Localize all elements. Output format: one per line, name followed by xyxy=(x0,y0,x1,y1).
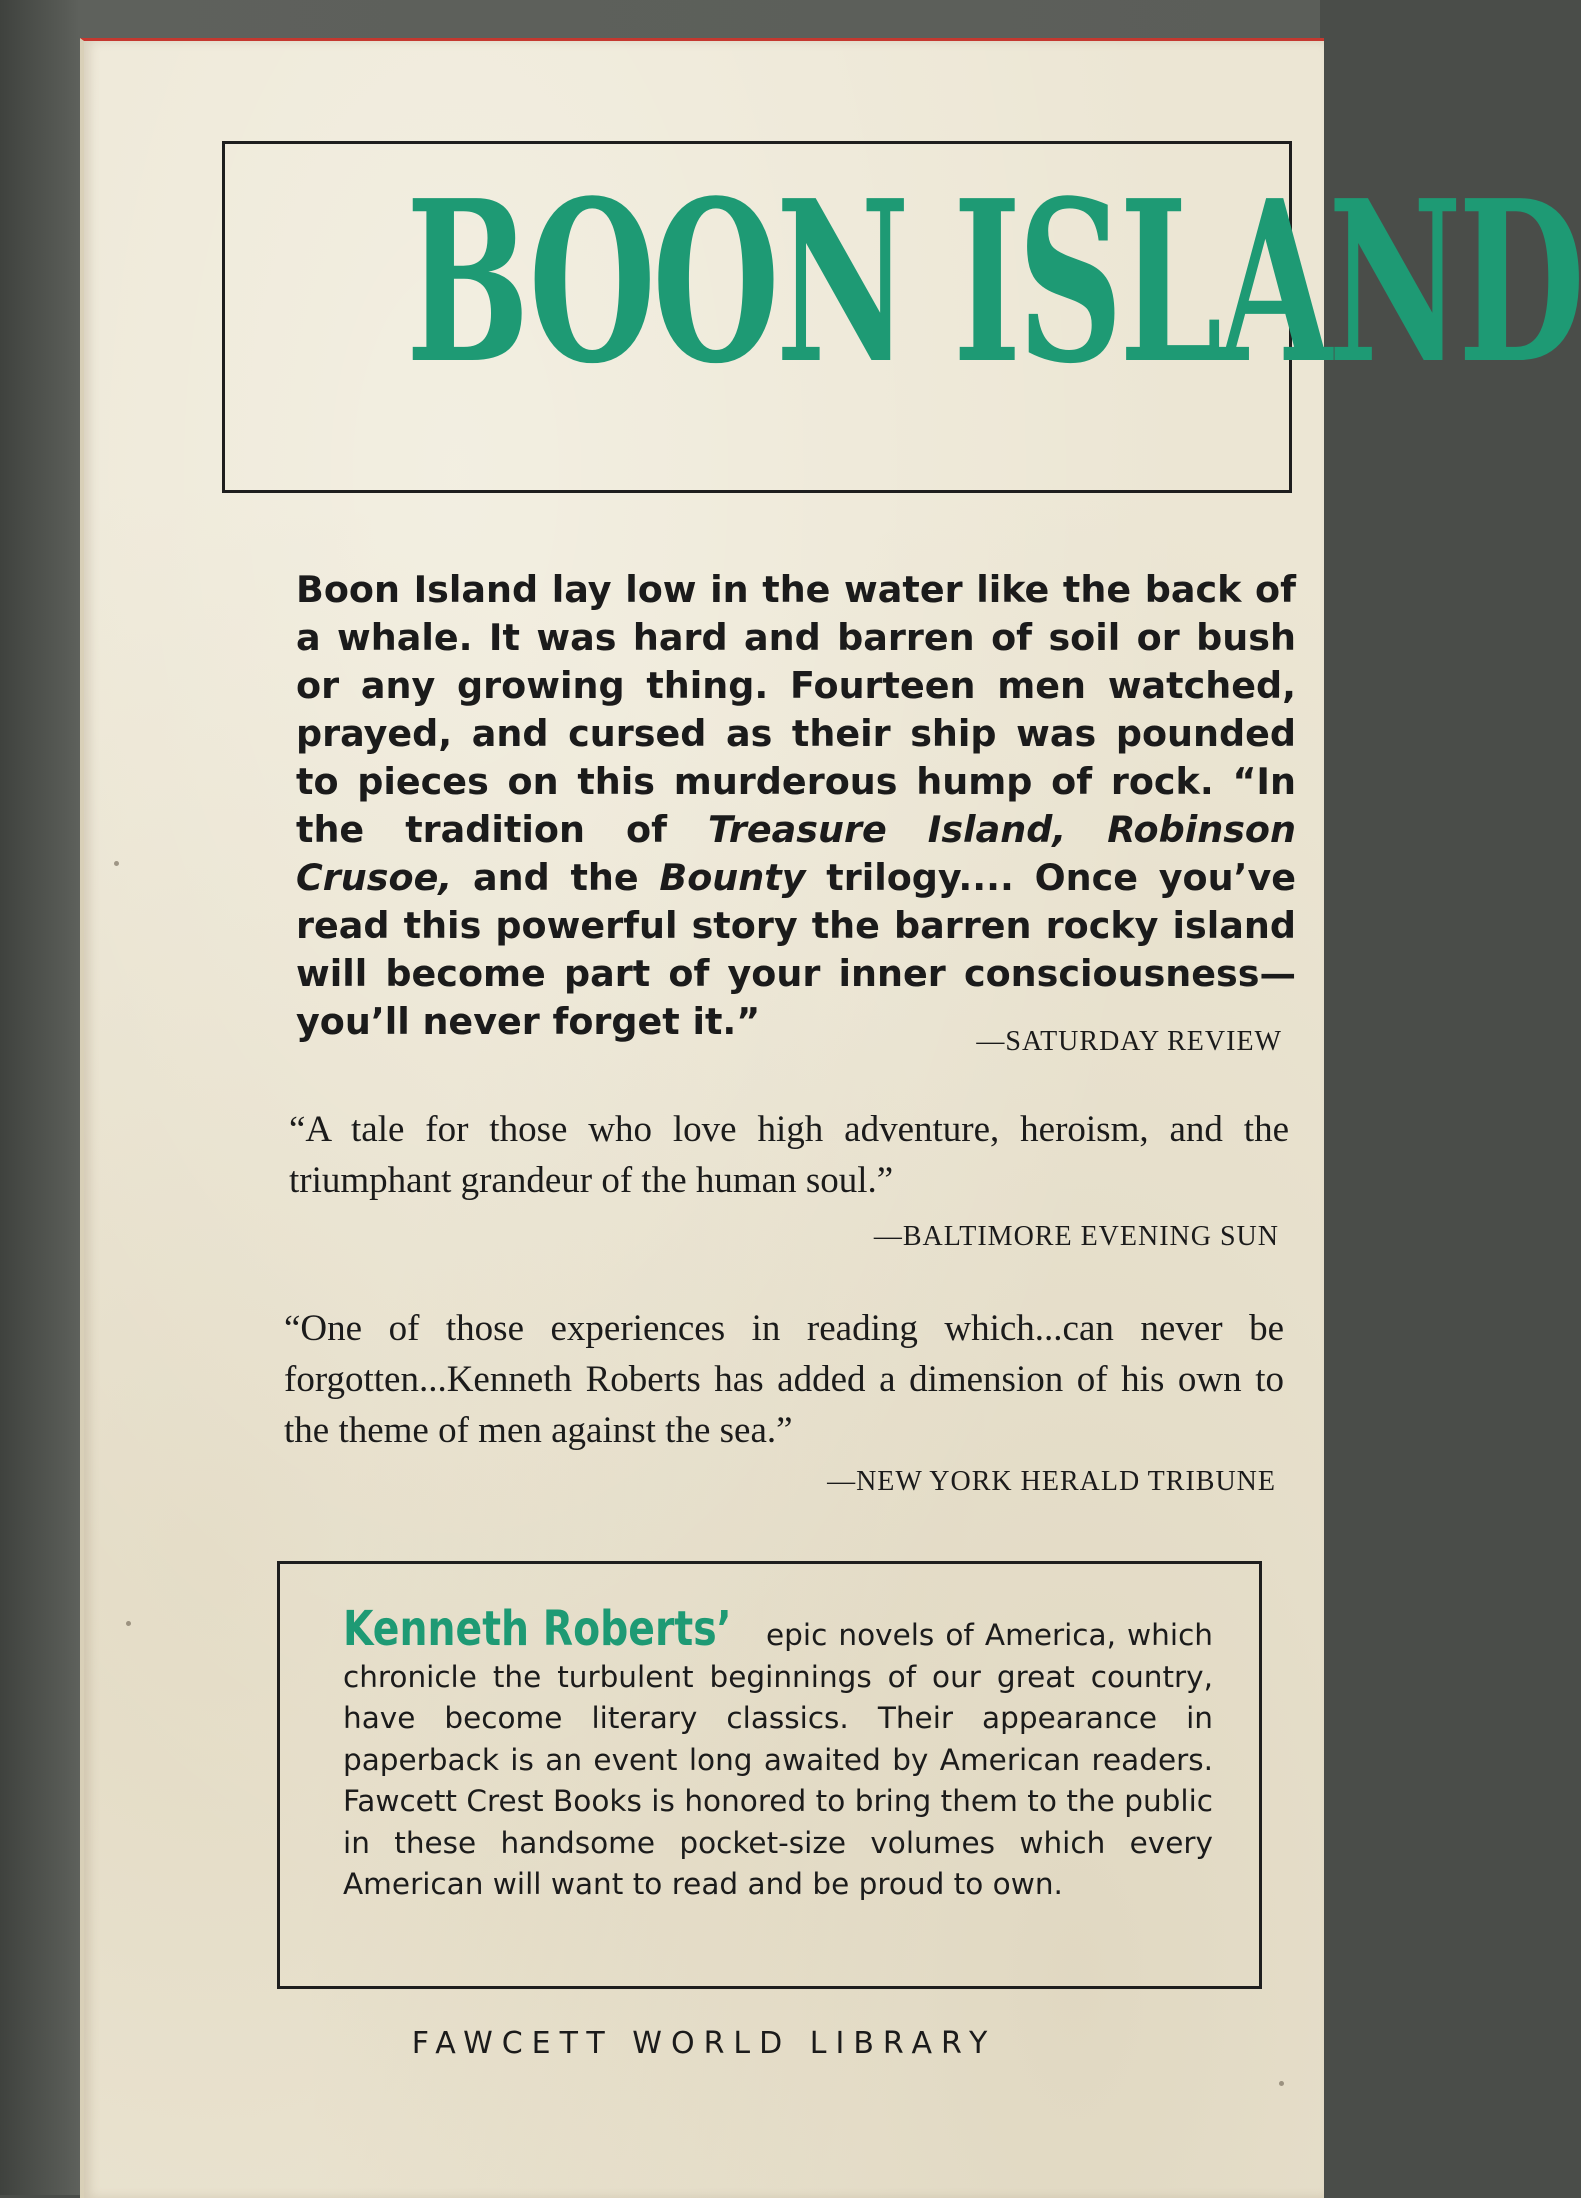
blurb-text-1: Boon Island lay low in the water like the back of a whale. It was hard and barren of soil or bush or any growing thing. Fourteen men watched, prayed, and cursed as their ship was pounded to pieces on this murderous hump of rock. “In the tradition of xyxy=(296,568,1296,851)
blurb-paragraph xyxy=(296,566,1296,1046)
publisher-imprint: FAWCETT WORLD LIBRARY xyxy=(411,2026,997,2061)
author-promo-text: epic novels of America, which chronicle the turbulent beginnings of our great country, have become literary classics. Their appearance in paperback is an event long awaited by American readers. Fawcett Crest Books is honored to bring them to the public in these handsome pocket-size volumes which every American will want to read and be proud to own. xyxy=(343,1618,1213,1901)
book-back-cover xyxy=(80,38,1581,2198)
blurb-text-2: and the xyxy=(452,856,660,899)
quote-2-attribution: —NEW YORK HERALD TRIBUNE xyxy=(827,1466,1276,1497)
quote-1-attribution: —BALTIMORE EVENING SUN xyxy=(873,1221,1279,1252)
blurb-italic-titles: Treasure Island, Robinson Crusoe, xyxy=(296,808,1296,899)
blurb-italic-bounty: Bounty xyxy=(659,856,806,899)
author-name: Kenneth Roberts’ xyxy=(343,1601,732,1657)
paper-speck xyxy=(114,861,119,866)
paper-speck xyxy=(126,1621,131,1626)
author-promo-paragraph xyxy=(343,1601,1213,1906)
title-frame xyxy=(222,141,1581,493)
blurb-text-3: trilogy.... Once you’ve read this powerful story the barren rocky island will become part of your inner consciousness—you’ll never forget it.” xyxy=(296,856,1296,1043)
quote-2-text: “One of those experiences in reading which...can never be forgotten...Kenneth Roberts has added a dimension of his own to the theme of men against the sea.” xyxy=(284,1308,1284,1451)
book-title: BOON ISLAND xyxy=(405,153,1581,413)
paper-speck xyxy=(1279,2081,1284,2086)
author-promo-box xyxy=(277,1561,1262,1989)
blurb-attribution: —SATURDAY REVIEW xyxy=(976,1026,1282,1057)
quote-1-text: “A tale for those who love high adventure, heroism, and the triumphant grandeur of the human soul.” xyxy=(289,1109,1289,1201)
